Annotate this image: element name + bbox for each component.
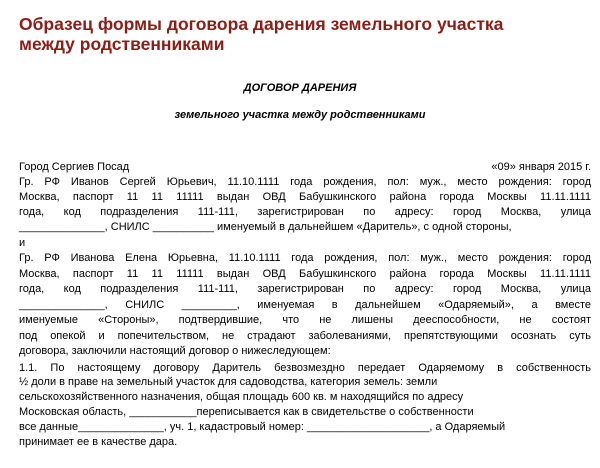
place-date-row [19, 161, 591, 174]
clause-line: сельскохозяйственного назначения, общая площадь 600 кв. м находящийся по адресу [19, 391, 464, 403]
body-line: Москва, паспорт 11 11 11111 выдан ОВД Бабушкинского района города Москвы 11.11.1111 [19, 191, 591, 203]
clause-line: все данные______________, уч. 1, кадастровый номер: ____________________, а Одаряемый [19, 421, 506, 433]
page-title [19, 14, 589, 54]
document-subtitle: земельного участка между родственниками [174, 109, 426, 121]
page-title-line-1: Образец формы договора дарения земельного участка [19, 14, 504, 34]
body-line: года, код подразделения 111-111, зарегистрирован по адресу: город Москва, улица [19, 206, 591, 218]
document-title: ДОГОВОР ДАРЕНИЯ [243, 82, 357, 94]
city-label: Город Сергиев Посад [19, 161, 130, 173]
body-line: Гр. РФ Иванова Елена Юрьевна, 11.10.1111 года рождения, пол: муж., место рождения: город [19, 252, 591, 264]
clause-line: ½ доли в праве на земельный участок для садоводства, категория земель: земли [19, 376, 438, 388]
body-line: именуемые «Стороны», подтвердившие, что не лишены дееспособности, не состоят [19, 314, 591, 326]
clause-line: принимает ее в качестве дара. [19, 436, 178, 448]
clause-line: Московская область, ___________переписывается как в свидетельстве о собственности [19, 406, 474, 418]
clause-line: 1.1. По настоящему договору Даритель безвозмездно передает Одаряемому в собственность [19, 362, 591, 374]
body-line: договора, заключили настоящий договор о нижеследующем: [19, 345, 331, 357]
contract-date: «09» января 2015 г. [491, 161, 591, 173]
body-line: Москва, паспорт 11 11 11111 выдан ОВД Бабушкинского района города Москвы 11.11.1111 [19, 268, 591, 280]
page-title-line-2: между родственниками [19, 34, 225, 54]
body-line: года, код подразделения 111-111, зарегистрирован по адресу: город Москва, улица [19, 283, 591, 295]
body-line: под опекой и попечительством, не страдают заболеваниями, препятствующими осознать суть [19, 330, 591, 342]
body-line: Гр. РФ Иванов Сергей Юрьевич, 11.10.1111 года рождения, пол: муж., место рождения: город [19, 176, 591, 188]
body-line: ______________, СНИЛС __________ именуемый в дальнейшем «Даритель», с одной стороны, [19, 221, 512, 233]
body-line: и [19, 237, 26, 249]
body-line: ______________, СНИЛС _________, именуемая в дальнейшем «Одаряемый», а вместе [19, 299, 591, 311]
